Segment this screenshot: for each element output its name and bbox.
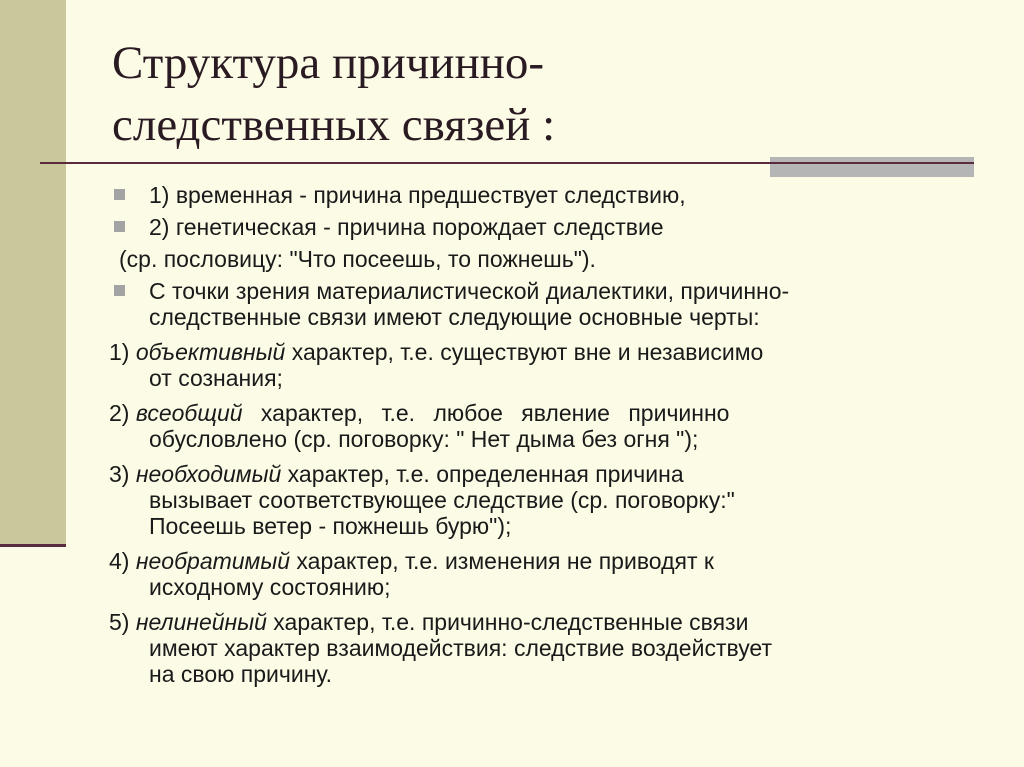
feature-item-nonlinear: 5) нелинейный характер, т.е. причинно-следственные связи имеют характер взаимодействия: следствие воздействует на свою причину. bbox=[109, 609, 772, 687]
feature-term: необратимый bbox=[135, 548, 291, 574]
slide-title-line-1: Структура причинно- bbox=[112, 37, 545, 89]
proverb-note: (ср. пословицу: "Что посеешь, то пожнешь"). bbox=[119, 246, 596, 272]
feature-item-objective: 1) объективный характер, т.е. существуют вне и независимо от сознания; bbox=[109, 339, 764, 391]
feature-term: необходимый bbox=[135, 461, 282, 487]
left-band-underline bbox=[0, 544, 66, 547]
feature-term: всеобщий bbox=[135, 400, 243, 426]
bullet-item-genetic: 2) генетическая - причина порождает следствие bbox=[111, 214, 961, 240]
title-divider-accent-bar bbox=[770, 157, 974, 177]
bullet-item-temporal: 1) временная - причина предшествует следствию, bbox=[111, 182, 961, 208]
bullet-item-dialectics: С точки зрения материалистической диалектики, причинно- следственные связи имеют следующие основные черты: bbox=[111, 278, 961, 330]
slide-body bbox=[111, 182, 961, 687]
slide-title bbox=[112, 32, 555, 156]
feature-term: нелинейный bbox=[135, 609, 267, 635]
square-bullet-icon bbox=[114, 285, 125, 296]
title-divider-accent-line bbox=[770, 162, 974, 164]
square-bullet-icon bbox=[114, 221, 125, 232]
slide-title-line-2: следственных связей : bbox=[112, 99, 556, 151]
left-decorative-band bbox=[0, 0, 66, 546]
feature-term: объективный bbox=[135, 339, 286, 365]
square-bullet-icon bbox=[114, 189, 125, 200]
feature-item-universal: 2) всеобщий характер, т.е. любое явление причинно обусловлено (ср. поговорку: " Нет дыма без огня "); bbox=[109, 400, 730, 452]
feature-item-necessary: 3) необходимый характер, т.е. определенная причина вызывает соответствующее следствие (ср. поговорку:" Посеешь ветер - пожнешь бурю"); bbox=[109, 461, 735, 539]
feature-item-irreversible: 4) необратимый характер, т.е. изменения не приводят к исходному состоянию; bbox=[109, 548, 714, 600]
